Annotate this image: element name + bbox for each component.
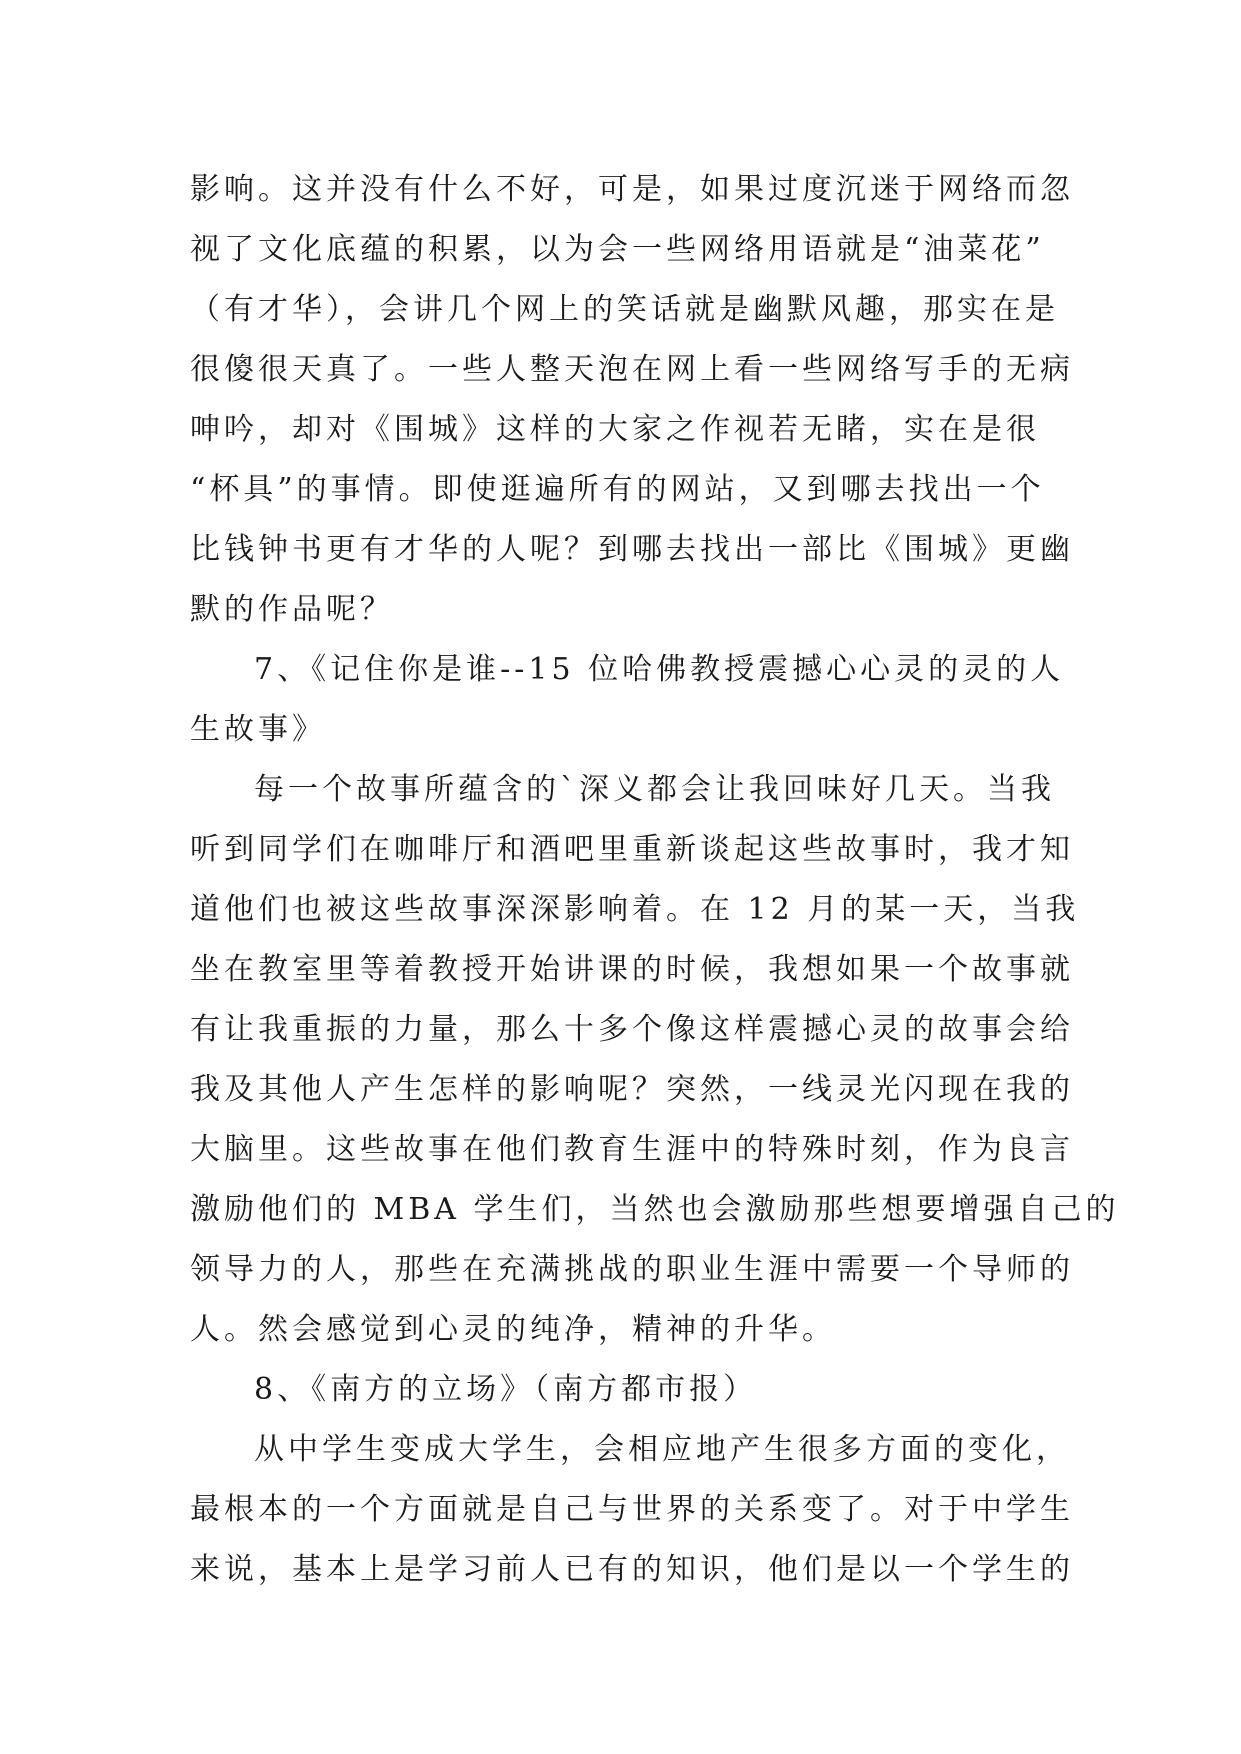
body-text xyxy=(190,160,1120,1600)
text-line: 比钱钟书更有才华的人呢？到哪去找出一部比《围城》更幽 xyxy=(190,532,1074,567)
section-heading: 7、《记住你是谁--15 位哈佛教授震撼心心灵的灵的人 xyxy=(254,652,1065,687)
text-line: 来说，基本上是学习前人已有的知识，他们是以一个学生的 xyxy=(190,1552,1074,1587)
text-line: 默的作品呢？ xyxy=(190,592,394,627)
text-line: 大脑里。这些故事在他们教育生涯中的特殊时刻，作为良言 xyxy=(190,1132,1074,1167)
text-line: 有让我重振的力量，那么十多个像这样震撼心灵的故事会给 xyxy=(190,1012,1074,1047)
text-line: 影响。这并没有什么不好，可是，如果过度沉迷于网络而忽 xyxy=(190,172,1074,207)
text-line: 坐在教室里等着教授开始讲课的时候，我想如果一个故事就 xyxy=(190,952,1074,987)
section-heading: 8、《南方的立场》（南方都市报） xyxy=(254,1372,758,1407)
text-line: （有才华），会讲几个网上的笑话就是幽默风趣，那实在是 xyxy=(190,292,1059,327)
text-line: 视了文化底蕴的积累，以为会一些网络用语就是“油菜花” xyxy=(190,232,1045,267)
text-line: 道他们也被这些故事深深影响着。在 12 月的某一天，当我 xyxy=(190,892,1080,927)
text-line: 很傻很天真了。一些人整天泡在网上看一些网络写手的无病 xyxy=(190,352,1074,387)
section-heading-continued: 生故事》 xyxy=(190,712,326,747)
text-line: 激励他们的 MBA 学生们，当然也会激励那些想要增强自己的 xyxy=(190,1192,1120,1227)
paragraph-start: 从中学生变成大学生，会相应地产生很多方面的变化， xyxy=(254,1432,1070,1467)
paragraph-start: 每一个故事所蕴含的`深义都会让我回味好几天。当我 xyxy=(254,772,1055,807)
text-line: 最根本的一个方面就是自己与世界的关系变了。对于中学生 xyxy=(190,1492,1074,1527)
text-line: 我及其他人产生怎样的影响呢？突然，一线灵光闪现在我的 xyxy=(190,1072,1074,1107)
text-line: 领导力的人，那些在充满挑战的职业生涯中需要一个导师的 xyxy=(190,1252,1074,1287)
text-line: 听到同学们在咖啡厅和酒吧里重新谈起这些故事时，我才知 xyxy=(190,832,1074,867)
text-line: 人。然会感觉到心灵的纯净，精神的升华。 xyxy=(190,1312,836,1347)
text-line: “杯具”的事情。即使逛遍所有的网站，又到哪去找出一个 xyxy=(190,472,1045,507)
text-line: 呻吟，却对《围城》这样的大家之作视若无睹，实在是很 xyxy=(190,412,1040,447)
